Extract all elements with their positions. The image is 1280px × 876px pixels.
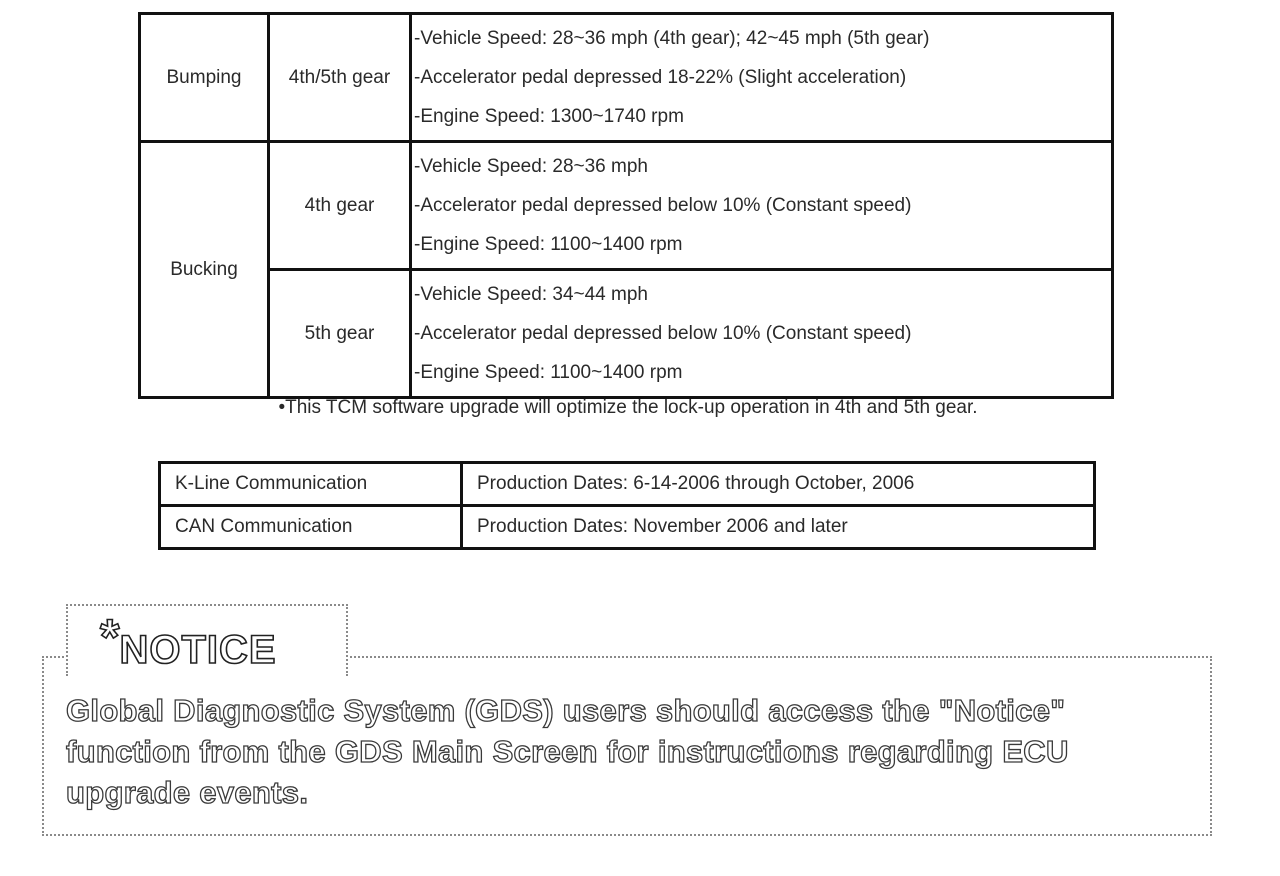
symptom-cell: Bucking xyxy=(140,142,269,398)
conditions-table xyxy=(138,12,1114,399)
detail-line: -Vehicle Speed: 28~36 mph (4th gear); 42~45 mph (5th gear) xyxy=(414,28,930,49)
detail-line: -Accelerator pedal depressed below 10% (Constant speed) xyxy=(414,195,912,216)
notice-message: Global Diagnostic System (GDS) users should access the "Notice" function from the GDS Main Screen for instructions regarding ECU upgrade events. xyxy=(66,693,1069,810)
detail-line: -Vehicle Speed: 28~36 mph xyxy=(414,156,648,177)
production-dates-cell: Production Dates: November 2006 and later xyxy=(462,506,1095,549)
detail-line: -Vehicle Speed: 34~44 mph xyxy=(414,284,648,305)
gear-cell: 4th gear xyxy=(269,142,411,270)
detail-line: -Engine Speed: 1100~1400 rpm xyxy=(414,362,683,383)
table-row xyxy=(140,14,1113,142)
symptom-cell: Bumping xyxy=(140,14,269,142)
detail-line: -Accelerator pedal depressed 18-22% (Slight acceleration) xyxy=(414,67,907,88)
table-row xyxy=(160,463,1095,506)
details-cell xyxy=(411,14,1113,142)
communication-table xyxy=(158,461,1096,550)
production-dates-cell: Production Dates: 6-14-2006 through October, 2006 xyxy=(462,463,1095,506)
detail-line: -Engine Speed: 1100~1400 rpm xyxy=(414,234,683,255)
details-cell xyxy=(411,142,1113,270)
detail-line: -Engine Speed: 1300~1740 rpm xyxy=(414,106,684,127)
footnote: •This TCM software upgrade will optimize the lock-up operation in 4th and 5th gear. xyxy=(278,397,978,418)
details-cell xyxy=(411,270,1113,398)
table-row xyxy=(140,270,1113,398)
comm-type-cell: CAN Communication xyxy=(160,506,462,549)
comm-type-cell: K-Line Communication xyxy=(160,463,462,506)
table-row xyxy=(160,506,1095,549)
notice-header-tab xyxy=(66,604,348,676)
notice-title-text: NOTICE xyxy=(119,628,277,672)
notice-title xyxy=(100,609,277,672)
detail-line: -Accelerator pedal depressed below 10% (Constant speed) xyxy=(414,323,912,344)
table-row xyxy=(140,142,1113,270)
gear-cell: 4th/5th gear xyxy=(269,14,411,142)
gear-cell: 5th gear xyxy=(269,270,411,398)
asterisk-icon: * xyxy=(100,609,120,665)
